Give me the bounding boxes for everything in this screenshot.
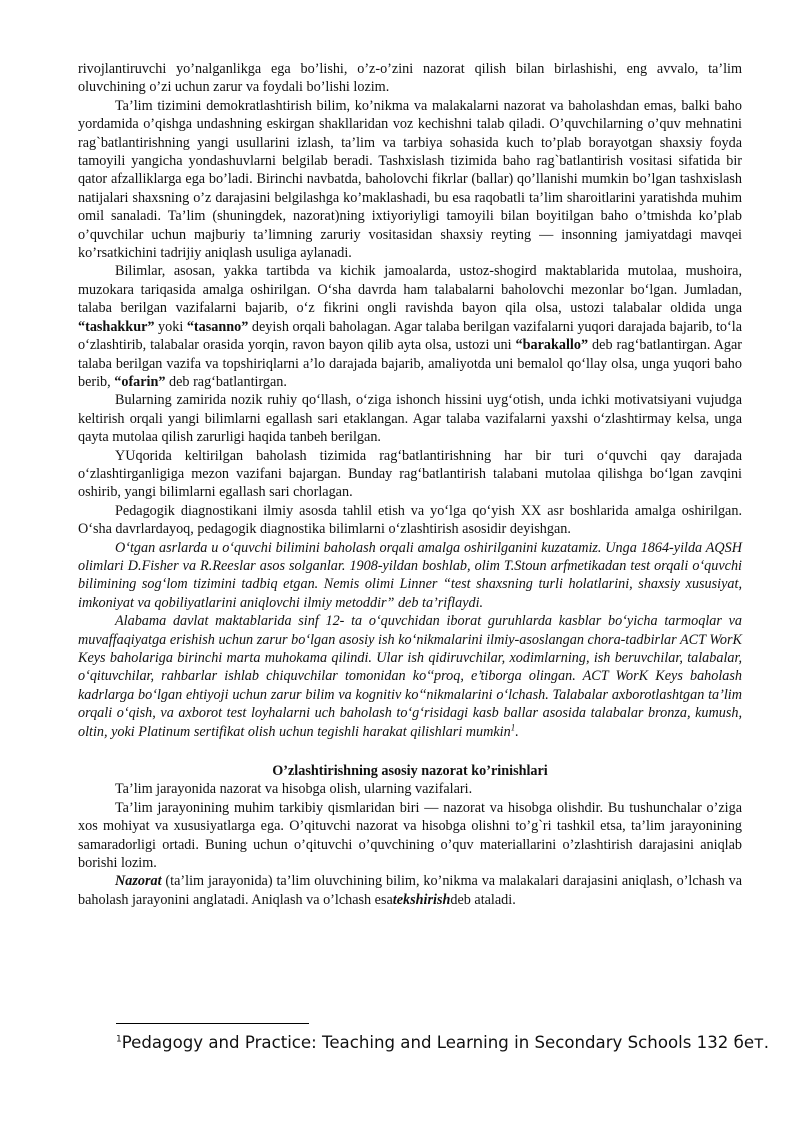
- term-barakallo: “barakallo”: [515, 337, 589, 354]
- footnote-separator: [116, 1023, 309, 1024]
- paragraph-historical-grading: [78, 262, 742, 391]
- document-body: [78, 60, 742, 909]
- paragraph-encouragement: YUqorida keltirilgan baholash tizimida rag‘batlantirishning har bir turi o‘quvchi qay darajada o‘zlashtirganligiga mezon vazifani bajargan. Bunday rag‘batlantirish talabani mutolaa qilishga bo‘lgan zavqini oshirib, yangi bilimlarni egallash sari chorlagan.: [78, 447, 742, 501]
- footnote-marker: 1: [116, 1034, 122, 1045]
- footnote-reference[interactable]: 1: [510, 721, 516, 732]
- section-heading: O’zlashtirishning asosiy nazorat ko’rinishlari: [272, 763, 548, 780]
- text-run: Bilimlar, asosan, yakka tartibda va kichik jamoalarda, ustoz-shogird maktablarida mutolaa, mushoira, muzokara tariqasida amalga oshirilgan. O‘sha davrda ham talabalarni baholovchi mezonlar bo‘lgan. Jumladan, talaba berilgan vazifalarni bajarib, o‘z fikrini ongli ravishda bayon qila olsa, ustozi talabalar oldida unga: [78, 263, 742, 317]
- paragraph-control-intro: Ta’lim jarayonida nazorat va hisobga olish, ularning vazifalari.: [115, 781, 473, 798]
- paragraph-testing-history: O‘tgan asrlarda u o‘quvchi bilimini baholash orqali amalga oshirilganini kuzatamiz. Unga 1864-yilda AQSH olimlari D.Fisher va R.Reeslar asos solganlar. 1908-yildan boshlab, olim T.Stoun arfmetikadan test orqali o‘quvchi bilimining sog‘lom tizimini tadbiq etgan. Nemis olimi Linner “test shaxsning turli holatlarini, shaxsiy xususiyat, imkoniyat va qobiliyatlarini aniqlovchi ilmiy metoddir” deb ta’riflaydi.: [78, 539, 742, 611]
- text-run: deb rag‘batlantirgan.: [165, 373, 287, 390]
- paragraph-control-definition: [78, 872, 742, 909]
- paragraph-control-components: Ta’lim jarayonining muhim tarkibiy qismlaridan biri — nazorat va hisobga olishdir. Bu tushunchalar o’ziga xos mohiyat va xususiyatlarga ega. O’qituvchi nazorat va hisobga olishni to’g`ri tashkil etsa, ta’lim jarayonining samaradorligi ortadi. Buning uchun o’qituvchi o’quvchining o’quv materiallarini o’zlashtirish darajasini aniqlab borishi lozim.: [78, 799, 742, 872]
- footnote: [116, 1031, 769, 1055]
- term-tasanno: “tasanno”: [186, 318, 249, 335]
- footnote-text: Pedagogy and Practice: Teaching and Learning in Secondary Schools 132 бет.: [121, 1033, 769, 1052]
- term-tashakkur: “tashakkur”: [78, 318, 155, 335]
- text-run: deb rag‘batlantirgan. Agar talaba berilgan vazifa va topshiriqlarni a’lo darajada bajarib, amaliyotda uni bemalol qo‘llay olsa, unga yuqori baho berib,: [78, 337, 742, 390]
- text-run: deb ataladi.: [450, 891, 516, 908]
- text-run: .: [515, 723, 519, 740]
- term-ofarin: “ofarin”: [114, 373, 166, 390]
- paragraph-democratization: Ta’lim tizimini demokratlashtirish bilim, ko’nikma va malakalarni nazorat va baholashdan emas, balki baho yordamida o’qishga undashning eskirgan shakllaridan voz kechishni talab qiladi. O’quvchilarning o’quv mehnatini rag`batlantirishning yangi usullarini izlash, ta’lim va tarbiya sohasida kuch to’plab borayotgan shaxsiy foyda tamoyili yangicha yondashuvlarni belgilab beradi. Tashxislash tizimida baho rag`batlantirish vositasi sifatida bir qator afzalliklarga ega bo’ladi. Birinchi navbatda, baholovchi fikrlar (ballar) qo’llanishi mumkin bo’lgan tashxislash natijalari shaxsning o’z darajasini belgilashga ko’maklashadi, bu esa raqobatli ta’lim sharoitlarini yaratishda muhim omil sanaladi. Ta’lim (shuningdek, nazorat)ning ixtiyoriyligi tamoyili bilan boyitilgan baho o’tmishda ko’plab o’quvchilar uchun majburiy ta’limning zaruriy vositasidan shaxsiy reyting — insonning jamiyatdagi mavqei ko’rsatkichini tadrijiy aniqlash usuliga aylanadi.: [78, 97, 742, 262]
- text-run: yoki: [154, 318, 187, 335]
- paragraph-alabama: [78, 612, 742, 741]
- paragraph-motivation: Bularning zamirida nozik ruhiy qo‘llash, o‘ziga ishonch hissini uyg‘otish, unda ichki motivatsiyani vujudga keltirish orqali yangi bilimlarni egallash sari etaklangan. Agar talaba vazifalarni yaxshi o‘zlashtirmay kelsa, unga qayta mutolaa qilish zarurligi haqida tanbeh berilgan.: [78, 392, 742, 446]
- paragraph-diagnostics: Pedagogik diagnostikani ilmiy asosda tahlil etish va yo‘lga qo‘yish XX asr boshlarida amalga oshirilgan. O‘sha davrlardayoq, pedagogik diagnostika bilimlarni o‘zlashtirish asosidir deyishgan.: [78, 502, 742, 538]
- text-run: (ta’lim jarayonida) ta’lim oluvchining bilim, ko’nikma va malakalari darajasini aniqlash, o’lchash va baholash jarayonini anglatadi. Aniqlash va o’lchash esa: [78, 873, 742, 908]
- term-tekshirish: tekshirish: [392, 891, 451, 908]
- text-run: deyish orqali baholagan. Agar talaba berilgan vazifalarni yuqori darajada bajarib, to‘la o‘zlashtirib, talabalar orasida yorqin, ravon bayon qilib ayta olsa, ustozi uni: [78, 318, 742, 354]
- term-nazorat: Nazorat: [115, 873, 162, 890]
- paragraph-continuation: rivojlantiruvchi yo’nalganlikga ega bo’lishi, o’z-o’zini nazorat qilish bilan birlashishi, eng avvalo, ta’lim oluvchining o’zi uchun zarur va foydali bo’lishi lozim.: [78, 61, 742, 96]
- text-run: Alabama davlat maktablarida sinf 12- ta o‘quvchidan iborat guruhlarda kasblar bo‘yicha tarmoqlar va muvaffaqiyatga erishish uchun zarur bo‘lgan asosiy ish ko‘nikmalarini ilmiy-asoslangan chora-tadbirlar ACT WorK Keys baholariga birinchi marta muhokama qilindi. Ular ish qidiruvchilar, xodimlarning, ish beruvchilar, talabalar, o‘qituvchilar, rahbarlar ishlab chiquvchilar tomonidan ko‘‘proq, e’tiborga olingan. ACT WorK Keys baholash kadrlarga bo‘lgan ehtiyoji uchun zarur bilim va kognitiv ko‘‘nikmalarini o‘lchash. Talabalar axborotlashtgan ta’lim orqali o‘qish, va axborot test loyhalarni uch baholash to‘g‘risidagi kasb ballar asosida talabalar bronza, kumush, oltin, yoki Platinum sertifikat olish uchun tegishli harakat qilishlari mumkin: [78, 613, 742, 740]
